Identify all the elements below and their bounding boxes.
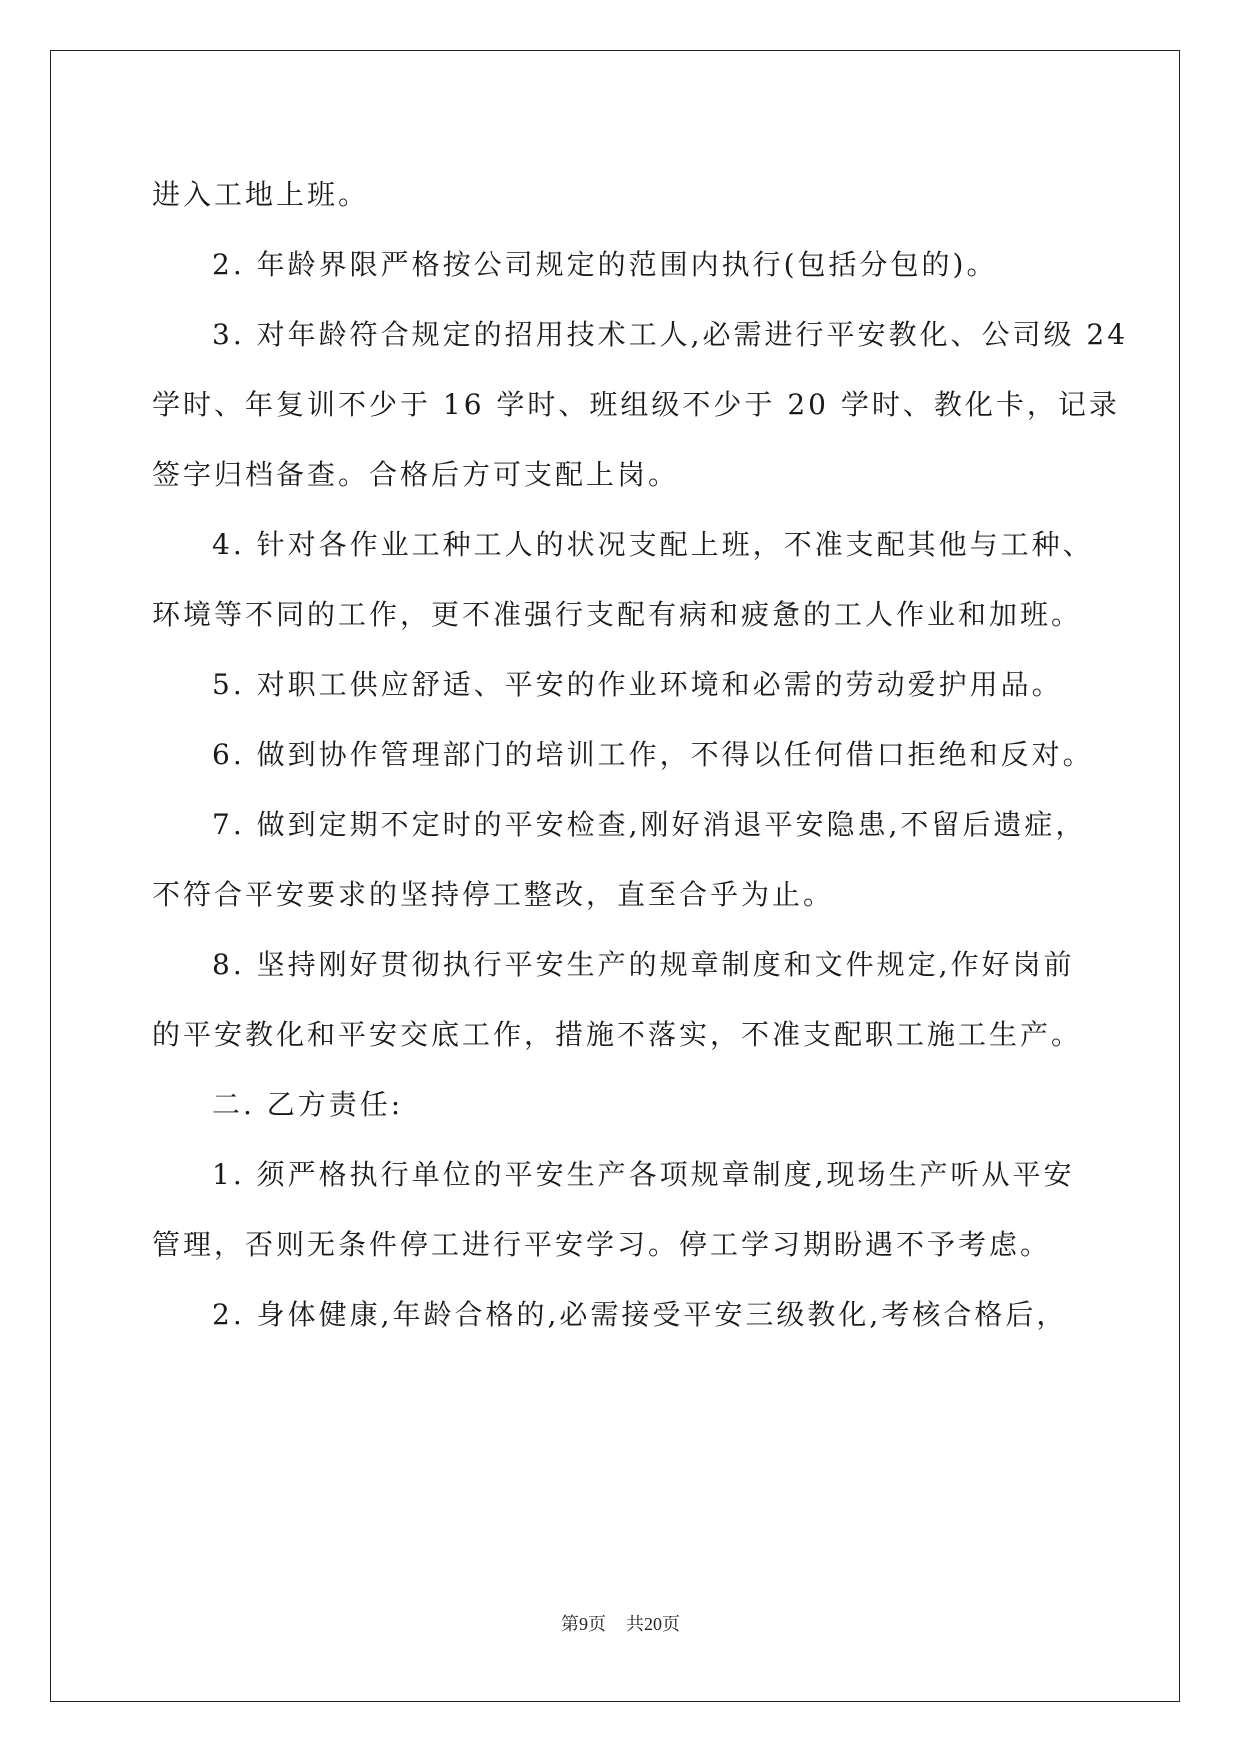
paragraph-line: 管理，否则无条件停工进行平安学习。停工学习期盼遇不予考虑。 — [152, 1228, 1052, 1261]
paragraph-line: 1. 须严格执行单位的平安生产各项规章制度,现场生产听从平安 — [212, 1158, 1075, 1191]
document-body — [152, 160, 1129, 1350]
paragraph-line: 5. 对职工供应舒适、平安的作业环境和必需的劳动爱护用品。 — [212, 668, 1063, 701]
paragraph-line: 3. 对年龄符合规定的招用技术工人,必需进行平安教化、公司级 24 — [212, 318, 1129, 351]
paragraph-line: 4. 针对各作业工种工人的状况支配上班，不准支配其他与工种、 — [212, 528, 1094, 561]
section-heading: 二. 乙方责任: — [212, 1088, 404, 1121]
paragraph-line: 环境等不同的工作，更不准强行支配有病和疲惫的工人作业和加班。 — [152, 598, 1083, 631]
paragraph-line: 学时、年复训不少于 16 学时、班组级不少于 20 学时、教化卡，记录 — [152, 388, 1120, 421]
paragraph-line: 进入工地上班。 — [152, 178, 370, 211]
paragraph-line: 8. 坚持刚好贯彻执行平安生产的规章制度和文件规定,作好岗前 — [212, 948, 1075, 981]
paragraph-line: 7. 做到定期不定时的平安检查,刚好消退平安隐患,不留后遗症， — [212, 808, 1087, 841]
paragraph-line: 6. 做到协作管理部门的培训工作，不得以任何借口拒绝和反对。 — [212, 738, 1094, 771]
paragraph-line: 签字归档备查。合格后方可支配上岗。 — [152, 458, 680, 491]
paragraph-line: 2. 年龄界限严格按公司规定的范围内执行(包括分包的)。 — [212, 248, 998, 281]
paragraph-line: 2. 身体健康,年龄合格的,必需接受平安三级教化,考核合格后， — [212, 1298, 1068, 1331]
page-number: 第9页 — [561, 1614, 606, 1634]
page-footer — [0, 1610, 1241, 1636]
paragraph-line: 不符合平安要求的坚持停工整改，直至合乎为止。 — [152, 878, 835, 911]
paragraph-line: 的平安教化和平安交底工作，措施不落实，不准支配职工施工生产。 — [152, 1018, 1083, 1051]
page-total: 共20页 — [626, 1614, 680, 1634]
